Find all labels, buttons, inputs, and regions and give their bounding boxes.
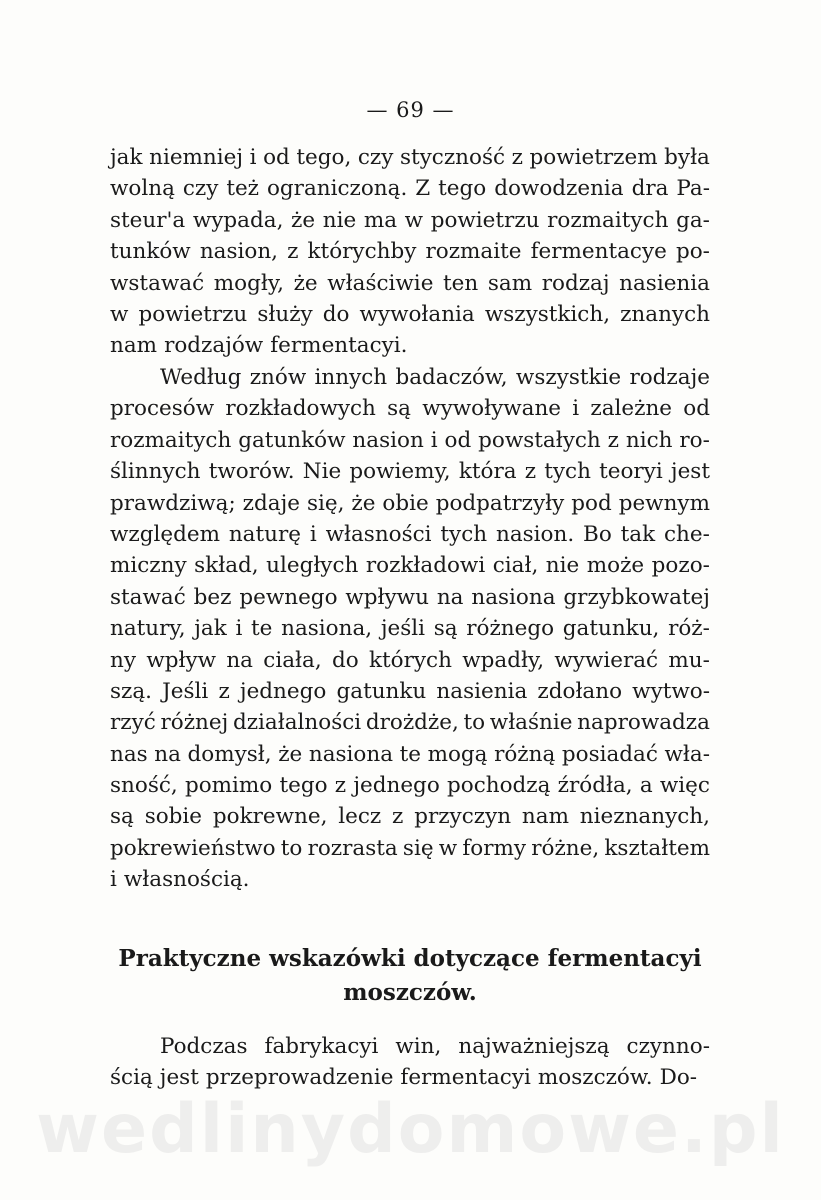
text-line: sność, pomimo tego z jednego pochodzą źródła, a więc	[110, 773, 710, 799]
paragraph-3	[110, 1031, 710, 1094]
text-line: rzyć różnej działalności drożdże, to właśnie naprowadza	[110, 710, 710, 736]
section-heading-line-2: moszczów.	[343, 979, 477, 1006]
text-line: pokrewieństwo to rozrasta się w formy różne, kształtem	[110, 835, 710, 861]
text-line: i własnością.	[110, 867, 250, 893]
text-line: tunków nasion, z którychby rozmaite fermentacye po-	[110, 239, 710, 265]
text-line: stawać bez pewnego wpływu na nasiona grzybkowatej	[110, 584, 710, 610]
text-line: względem naturę i własności tych nasion. Bo tak che-	[110, 521, 710, 547]
text-line: wstawać mogły, że właściwie ten sam rodzaj nasienia	[110, 270, 710, 296]
text-line: ścią jest przeprowadzenie fermentacyi moszczów. Do-	[110, 1065, 698, 1091]
text-line: w powietrzu służy do wywołania wszystkich, znanych	[110, 301, 710, 327]
text-line: nam rodzajów fermentacyi.	[110, 333, 408, 359]
text-line: miczny skład, uległych rozkładowi ciał, nie może pozo-	[110, 553, 710, 579]
text-line: ny wpływ na ciała, do których wpadły, wywierać mu-	[110, 647, 710, 673]
text-line: są sobie pokrewne, lecz z przyczyn nam nieznanych,	[110, 804, 710, 830]
text-line: wolną czy też ograniczoną. Z tego dowodzenia dra Pa-	[110, 176, 710, 202]
text-line: natury, jak i te nasiona, jeśli są różnego gatunku, róż-	[110, 616, 710, 642]
text-line: Według znów innych badaczów, wszystkie rodzaje	[160, 365, 710, 390]
text-line: ślinnych tworów. Nie powiemy, która z tych teoryi jest	[110, 459, 710, 485]
section-heading-line-1: Praktyczne wskazówki dotyczące fermentacyi	[118, 945, 702, 972]
watermark-text: wedlinydomowe.pl	[36, 1090, 785, 1169]
text-line: steur'a wypada, że nie ma w powietrzu rozmaitych ga-	[110, 207, 710, 233]
paragraph-1	[110, 142, 710, 362]
text-line: szą. Jeśli z jednego gatunku nasienia zdołano wytwo-	[110, 678, 710, 704]
text-line: prawdziwą; zdaje się, że obie podpatrzyły pod pewnym	[110, 490, 710, 516]
text-line: Podczas fabrykacyi win, najważniejszą czynno-	[160, 1034, 710, 1059]
text-line: jak niemniej i od tego, czy styczność z powietrzem była	[110, 145, 710, 170]
section-heading	[110, 942, 710, 1010]
page-number: — 69 —	[366, 98, 455, 122]
paragraph-2	[110, 362, 710, 896]
text-line: procesów rozkładowych są wywoływane i zależne od	[110, 396, 710, 422]
text-line: nas na domysł, że nasiona te mogą różną posiadać wła-	[110, 741, 710, 767]
text-line: rozmaitych gatunków nasion i od powstałych z nich ro-	[110, 427, 710, 453]
